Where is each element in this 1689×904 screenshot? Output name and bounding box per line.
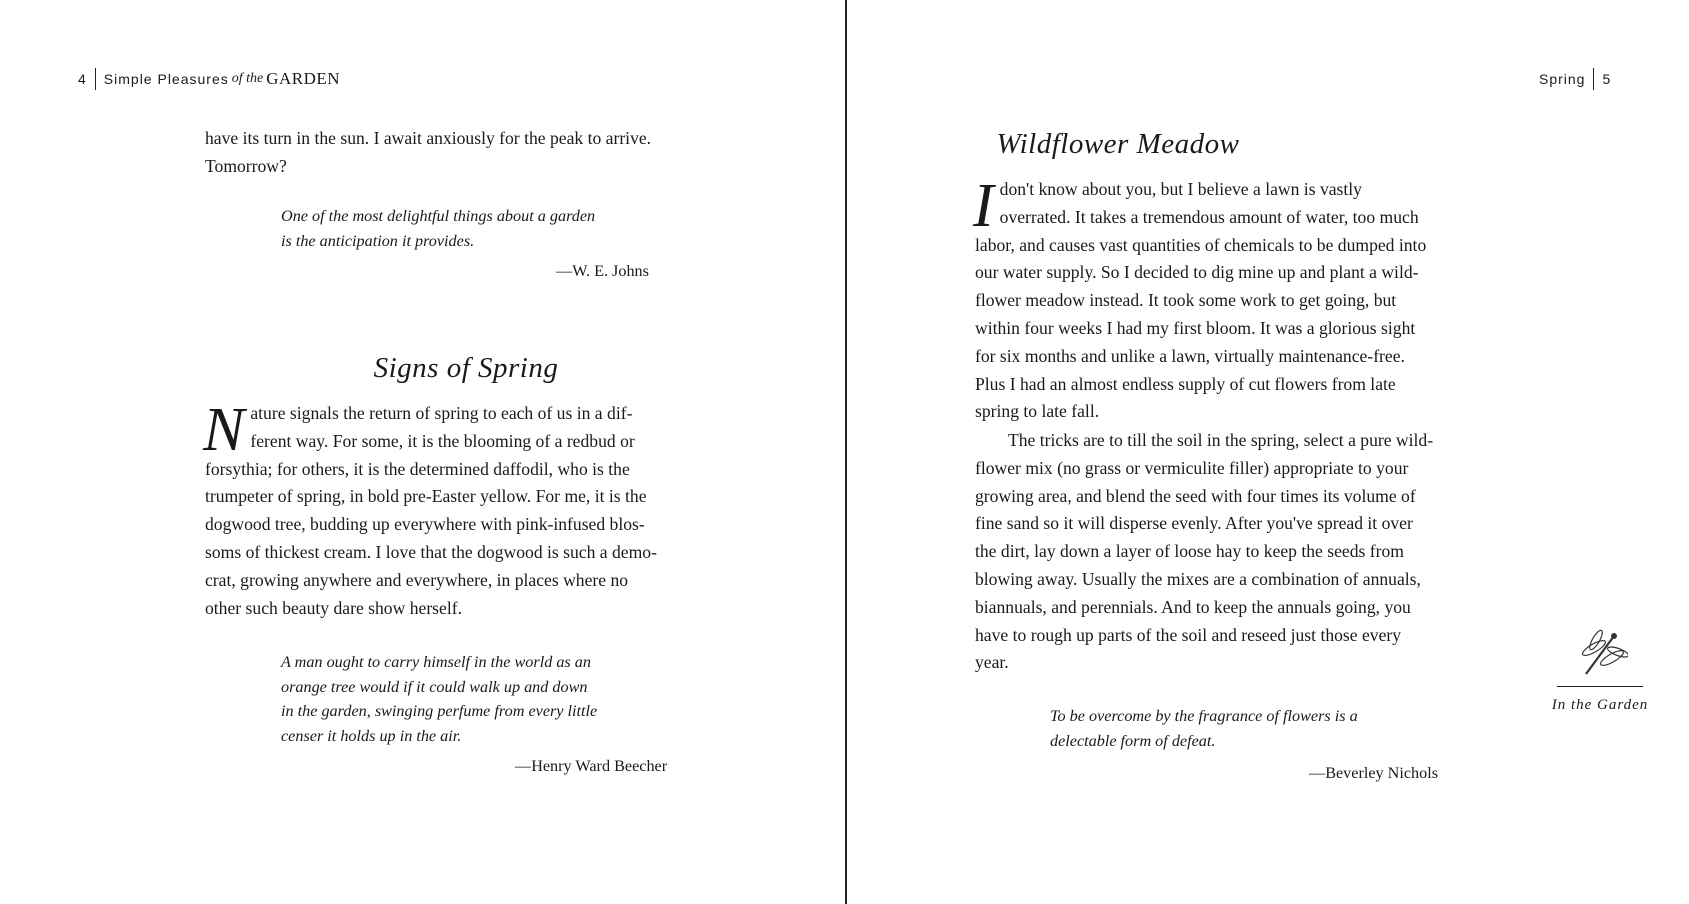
text-line: our water supply. So I decided to dig mine up and plant a wild-	[975, 262, 1419, 283]
text-line: trumpeter of spring, in bold pre-Easter yellow. For me, it is the	[205, 486, 647, 507]
epigraph-quote-johns	[281, 204, 595, 253]
book-title-word: GARDEN	[266, 69, 341, 88]
section-heading-signs-of-spring: Signs of Spring	[373, 352, 559, 384]
text-line: growing area, and blend the seed with four times its volume of	[975, 485, 1416, 506]
text-line: have to rough up parts of the soil and reseed just those every	[975, 624, 1402, 645]
text-line: soms of thickest cream. I love that the dogwood is such a demo-	[205, 541, 657, 562]
right-running-head	[1539, 68, 1611, 90]
quote-line: delectable form of defeat.	[1050, 731, 1216, 750]
quote-attribution-nichols: —Beverley Nichols	[1309, 764, 1439, 782]
quote-line: A man ought to carry himself in the world as an	[281, 653, 591, 671]
text-line: crat, growing anywhere and everywhere, in places where no	[205, 569, 629, 590]
text-line: blowing away. Usually the mixes are a combination of annuals,	[975, 568, 1421, 589]
book-title-joiner: of the	[231, 71, 264, 86]
wildflower-paragraph-2	[975, 427, 1497, 677]
quote-line: To be overcome by the fragrance of flowers is a	[1050, 707, 1358, 725]
text-line: flower meadow instead. It took some work to get going, but	[975, 290, 1397, 311]
text-line: The tricks are to till the soil in the spring, select a pure wild-	[1008, 430, 1434, 450]
text-line: biannuals, and perennials. And to keep the annuals going, you	[975, 596, 1411, 617]
drop-cap: N	[203, 396, 245, 464]
quote-attribution-johns: —W. E. Johns	[556, 262, 649, 280]
section-name: Spring	[1539, 71, 1586, 87]
text-line: dogwood tree, budding up everywhere with pink-infused blos-	[205, 514, 645, 535]
epigraph-quote-nichols	[1050, 704, 1358, 753]
text-line: the dirt, lay down a layer of loose hay to keep the seeds from	[975, 541, 1404, 562]
right-page	[847, 0, 1689, 904]
text-line: don't know about you, but I believe a lawn is vastly	[999, 179, 1362, 199]
quote-line: censer it holds up in the air.	[281, 727, 462, 746]
quote-line: is the anticipation it provides.	[281, 231, 475, 250]
text-line: year.	[975, 652, 1009, 673]
sidebar-note	[1542, 628, 1658, 714]
continuation-paragraph	[205, 125, 727, 181]
text-line: ature signals the return of spring to each of us in a dif-	[250, 403, 633, 423]
book-title-prefix: Simple Pleasures	[103, 71, 229, 87]
text-line: other such beauty dare show herself.	[205, 597, 462, 618]
running-head-divider	[1593, 68, 1594, 90]
text-line: Plus I had an almost endless supply of cut flowers from late	[975, 373, 1396, 394]
sidebar-label: In the Garden	[1551, 697, 1649, 713]
wildflower-paragraph-1	[973, 172, 1497, 426]
drop-cap: I	[973, 172, 994, 240]
text-line: labor, and causes vast quantities of chemicals to be dumped into	[975, 234, 1427, 255]
quote-line: One of the most delightful things about a garden	[281, 207, 596, 225]
text-line: have its turn in the sun. I await anxiously for the peak to arrive.	[205, 128, 652, 148]
left-running-head	[78, 68, 340, 90]
text-line: ferent way. For some, it is the blooming of a redbud or	[250, 430, 635, 451]
dragonfly-icon	[1572, 628, 1628, 680]
section-heading-wildflower-meadow: Wildflower Meadow	[996, 128, 1240, 160]
text-line: Tomorrow?	[205, 155, 287, 176]
signs-of-spring-paragraph	[203, 396, 727, 622]
running-head-divider	[95, 68, 96, 90]
sidebar-rule	[1557, 686, 1643, 687]
text-line: forsythia; for others, it is the determined daffodil, who is the	[205, 458, 630, 479]
quote-line: in the garden, swinging perfume from every little	[281, 702, 598, 721]
epigraph-quote-beecher	[281, 650, 597, 749]
text-line: overrated. It takes a tremendous amount of water, too much	[999, 206, 1419, 227]
text-line: fine sand so it will disperse evenly. After you've spread it over	[975, 513, 1413, 534]
text-line: within four weeks I had my first bloom. It was a glorious sight	[975, 317, 1416, 338]
quote-line: orange tree would if it could walk up and down	[281, 677, 588, 696]
right-page-number: 5	[1602, 71, 1612, 87]
text-line: for six months and unlike a lawn, virtually maintenance-free.	[975, 345, 1405, 366]
left-page-number: 4	[78, 71, 87, 87]
quote-attribution-beecher: —Henry Ward Beecher	[515, 757, 668, 775]
text-line: flower mix (no grass or vermiculite filler) appropriate to your	[975, 457, 1409, 478]
text-line: spring to late fall.	[975, 401, 1100, 422]
